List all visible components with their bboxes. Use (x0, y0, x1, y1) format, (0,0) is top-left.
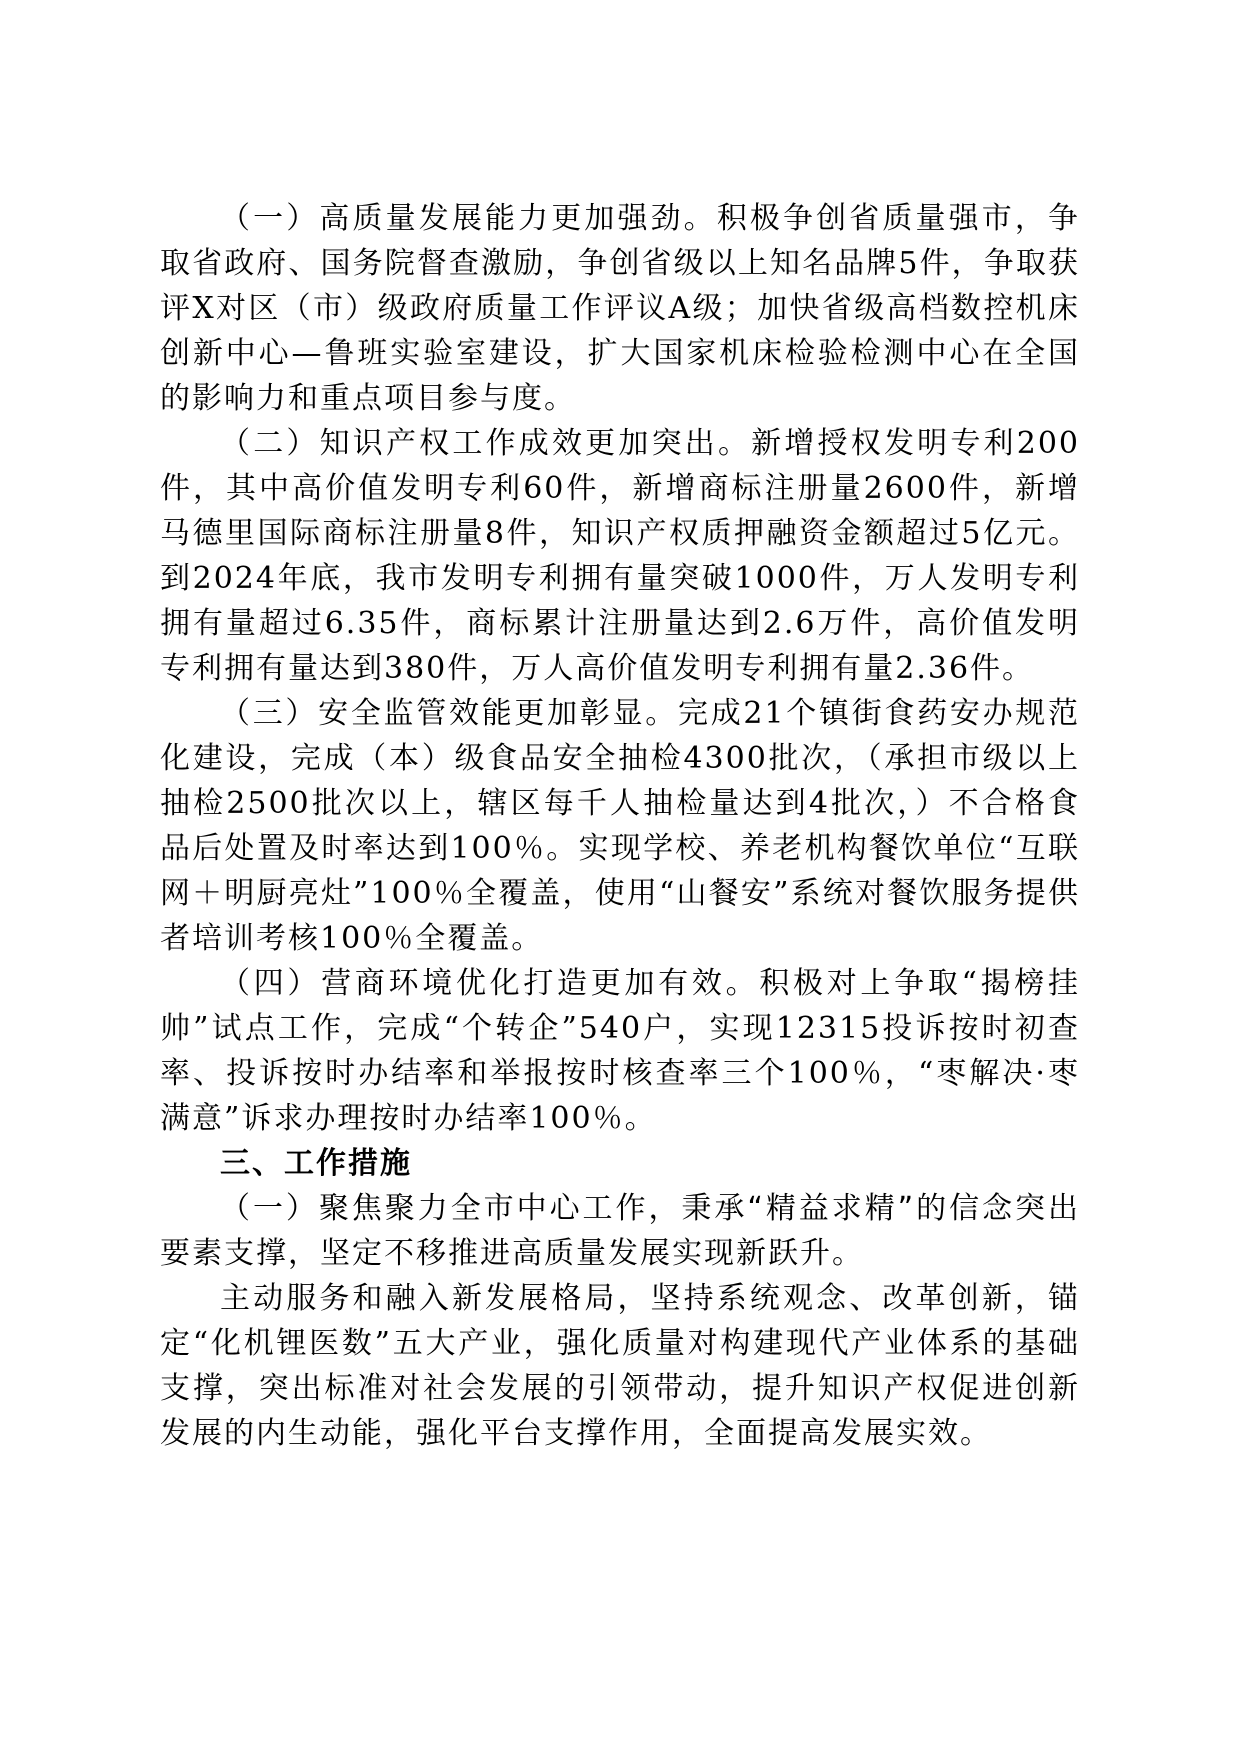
goal-paragraph-1 (160, 196, 1080, 421)
goal-body-2: 新增授权发明专利200件，其中高价值发明专利60件，新增商标注册量2600件，新增马德里国际商标注册量8件，知识产权质押融资金额超过5亿元。到2024年底，我市发明专利拥有量突破1000件，万人发明专利拥有量超过6.35件，商标累计注册量达到2.6万件，高价值发明专利拥有量达到380件，万人高价值发明专利拥有量2.36件。 (160, 426, 1080, 686)
document-body (160, 196, 1080, 1456)
goal-lead-4: （四）营商环境优化打造更加有效。 (220, 966, 760, 1001)
goal-body-4: 积极对上争取“揭榜挂帅”试点工作，完成“个转企”540户，实现12315投诉按时初查率、投诉按时办结率和举报按时核查率三个100％，“枣解决·枣满意”诉求办理按时办结率100％。 (160, 966, 1081, 1136)
goal-lead-2: （二）知识产权工作成效更加突出。 (220, 426, 752, 461)
goal-body-3: 完成21个镇街食药安办规范化建设，完成（本）级食品安全抽检4300批次，（承担市级以上抽检2500批次以上，辖区每千人抽检量达到4批次，）不合格食品后处置及时率达到100％。实现学校、养老机构餐饮单位“互联网＋明厨亮灶”100％全覆盖，使用“山餐安”系统对餐饮服务提供者培训考核100％全覆盖。 (160, 696, 1080, 956)
section-heading: 三、工作措施 (220, 1146, 412, 1181)
goal-paragraph-4 (160, 961, 1080, 1141)
goal-lead-3: （三）安全监管效能更加彰显。 (220, 696, 678, 731)
goal-body-1: 积极争创省质量强市，争取省政府、国务院督查激励，争创省级以上知名品牌5件，争取获评X对区（市）级政府质量工作评议A级；加快省级高档数控机床创新中心—鲁班实验室建设，扩大国家机床检验检测中心在全国的影响力和重点项目参与度。 (160, 201, 1081, 416)
measure-heading: （一）聚焦聚力全市中心工作，秉承“精益求精”的信念突出要素支撑，坚定不移推进高质量发展实现新跃升。 (160, 1191, 1080, 1271)
measure-body: 主动服务和融入新发展格局，坚持系统观念、改革创新，锚定“化机锂医数”五大产业，强化质量对构建现代产业体系的基础支撑，突出标准对社会发展的引领带动，提升知识产权促进创新发展的内生动能，强化平台支撑作用，全面提高发展实效。 (160, 1281, 1080, 1451)
goal-paragraph-2 (160, 421, 1080, 691)
goal-paragraph-3 (160, 691, 1080, 961)
goal-lead-1: （一）高质量发展能力更加强劲。 (220, 201, 717, 236)
